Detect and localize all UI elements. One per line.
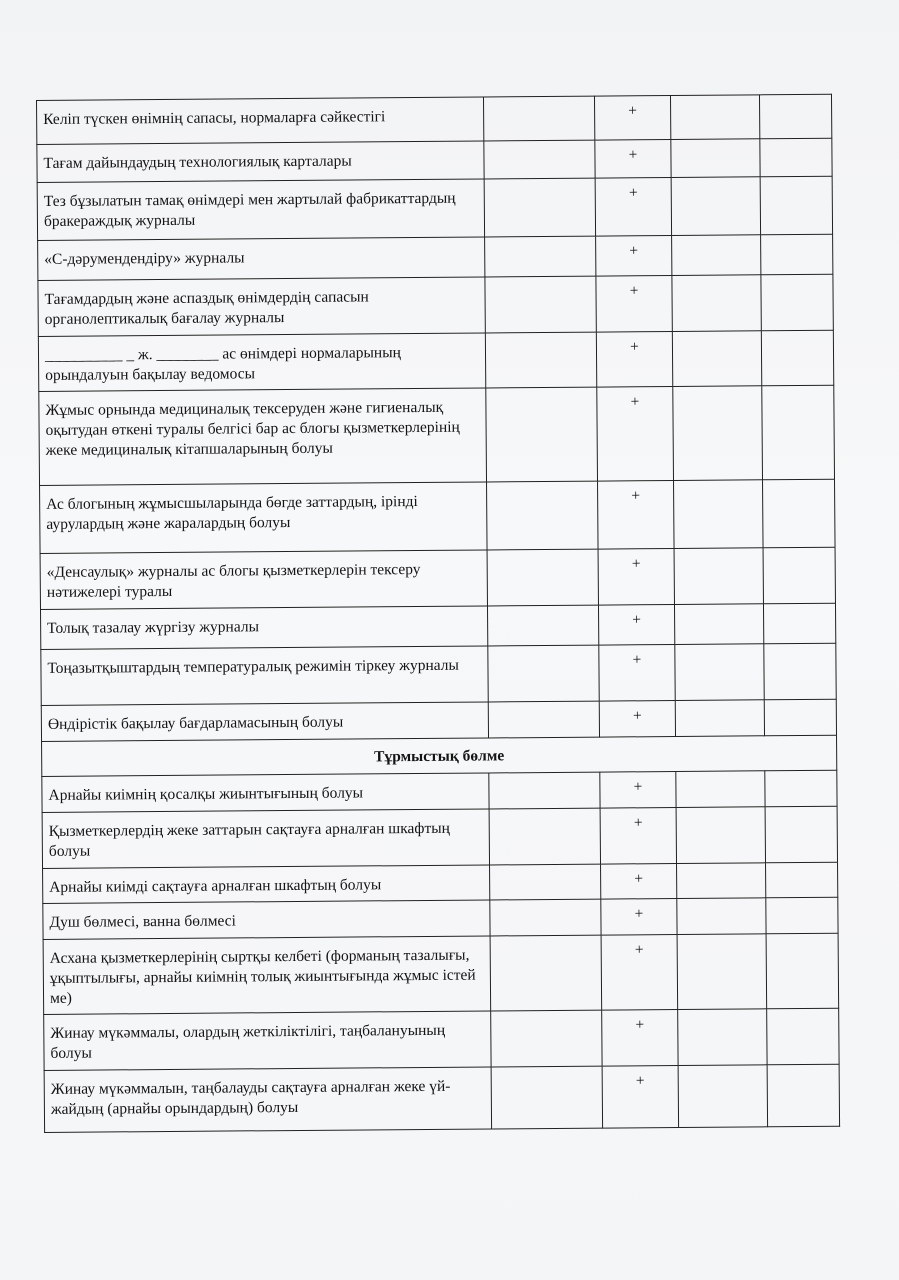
table-row: [44, 1064, 839, 1132]
empty-cell: [766, 933, 838, 1009]
empty-cell: [676, 807, 766, 864]
section-title: Тұрмыстық бөлме: [42, 735, 837, 776]
empty-cell: [671, 139, 761, 178]
empty-cell: [490, 935, 602, 1011]
check-mark: +: [601, 863, 677, 899]
empty-cell: [672, 235, 762, 276]
empty-cell: [490, 864, 601, 900]
empty-cell: [488, 605, 599, 646]
table-row: [39, 385, 835, 485]
empty-cell: [766, 862, 838, 898]
empty-cell: [767, 1064, 839, 1127]
check-mark: +: [595, 178, 671, 237]
empty-cell: [676, 863, 766, 899]
empty-cell: [761, 234, 833, 275]
empty-cell: [671, 177, 761, 236]
check-mark: +: [595, 96, 671, 141]
check-mark: +: [602, 1009, 678, 1066]
empty-cell: [761, 274, 833, 331]
empty-cell: [760, 176, 832, 235]
table-row: [41, 603, 836, 649]
table-row: [37, 176, 832, 240]
check-mark: +: [599, 645, 675, 702]
empty-cell: [676, 771, 766, 808]
empty-cell: [670, 95, 760, 140]
row-label: Арнайы киімді сақтауға арналған шкафтың болуы: [43, 865, 490, 904]
empty-cell: [765, 806, 837, 863]
empty-cell: [489, 772, 600, 809]
row-label: «С-дәрумендендіру» журналы: [38, 237, 486, 281]
table-row: [44, 1008, 839, 1070]
checklist-table: [36, 94, 840, 1133]
empty-cell: [762, 330, 834, 386]
row-label: Жұмыс орнында медициналық тексеруден және гигиеналық оқытудан өткені туралы белгісі бар ас блогы қызметкерлерінің жеке медициналық кітапшаларының болуы: [39, 388, 487, 486]
row-label: Қызметкерлердің жеке заттарын сақтауға арналған шкафтың болуы: [42, 809, 490, 869]
check-mark: +: [596, 276, 672, 333]
empty-cell: [484, 178, 595, 237]
checklist-body-bottom: [42, 770, 840, 1132]
row-label: Толық тазалау жүргізу журналы: [41, 606, 489, 650]
empty-cell: [672, 275, 762, 332]
empty-cell: [760, 94, 832, 139]
check-mark: +: [601, 934, 677, 1010]
empty-cell: [764, 643, 836, 700]
row-label: Тағамдардың және аспаздық өнімдердің сапасын органолептикалық бағалау журналы: [38, 277, 486, 337]
empty-cell: [485, 276, 596, 333]
check-mark: +: [599, 700, 675, 737]
table-row: [41, 643, 836, 705]
check-mark: +: [597, 387, 674, 482]
empty-cell: [673, 480, 763, 549]
row-label: Тағам дайындаудың технологиялық карталары: [37, 141, 485, 183]
empty-cell: [678, 1065, 768, 1128]
row-label: Ас блогының жұмысшыларында бөгде заттардың, ірінді аурулардың және жаралардың болуы: [40, 482, 488, 554]
empty-cell: [766, 897, 838, 934]
table-row: [37, 138, 832, 182]
empty-cell: [484, 96, 595, 141]
row-label: Жинау мүкәммалы, олардың жеткіліктілігі, таңбалануының болуы: [44, 1011, 492, 1071]
empty-cell: [677, 898, 767, 935]
check-mark: +: [598, 481, 674, 550]
table-row: [43, 933, 839, 1014]
row-label: Жинау мүкәммалын, таңбалауды сақтауға арналған жеке үй-жайдың (арнайы орындардың) болуы: [44, 1067, 492, 1133]
table-row: [38, 330, 833, 391]
check-mark: +: [598, 549, 674, 606]
check-mark: +: [595, 140, 671, 179]
checklist-body-top: [37, 94, 837, 741]
empty-cell: [485, 236, 596, 277]
row-label: Тез бұзылатын тамақ өнімдері мен жартылай фабрикаттардың бракераждық журналы: [37, 179, 485, 241]
empty-cell: [491, 1010, 602, 1067]
table-row: [40, 479, 836, 553]
empty-cell: [488, 645, 599, 702]
empty-cell: [767, 1008, 839, 1065]
empty-cell: [674, 604, 764, 645]
row-label: Асхана қызметкерлерінің сыртқы келбеті (форманың тазалығы, ұқыптылығы, арнайы киімнің толық жиынтығында жұмыс істей ме): [43, 936, 491, 1015]
empty-cell: [486, 387, 598, 482]
empty-cell: [489, 808, 600, 865]
row-label: __________ _ ж. ________ ас өнімдері нормаларының орындалуын бақылау ведомосы: [38, 333, 486, 392]
table-row: [40, 547, 835, 609]
empty-cell: [765, 699, 837, 736]
empty-cell: [673, 386, 763, 481]
empty-cell: [763, 547, 835, 604]
table-row: [41, 699, 836, 741]
empty-cell: [675, 700, 765, 737]
empty-cell: [674, 548, 764, 605]
row-label: Арнайы киімнің қосалқы жиынтығының болуы: [42, 773, 490, 813]
check-mark: +: [600, 771, 676, 808]
empty-cell: [675, 644, 765, 701]
check-mark: +: [599, 605, 675, 646]
empty-cell: [762, 385, 834, 480]
row-label: Душ бөлмесі, ванна бөлмесі: [43, 900, 491, 940]
empty-cell: [488, 701, 599, 738]
check-mark: +: [600, 807, 676, 864]
table-row: [38, 234, 833, 280]
empty-cell: [490, 899, 601, 936]
empty-cell: [672, 331, 762, 387]
row-label: Келіп түскен өнімнің сапасы, нормаларға сәйкестігі: [37, 97, 485, 145]
empty-cell: [764, 603, 836, 644]
empty-cell: [763, 479, 835, 548]
row-label: Өндірістік бақылау бағдарламасының болуы: [41, 702, 489, 742]
table-row: [37, 94, 832, 144]
check-mark: +: [596, 236, 672, 277]
empty-cell: [765, 770, 837, 807]
empty-cell: [486, 332, 597, 388]
check-mark: +: [601, 898, 677, 935]
empty-cell: [487, 549, 598, 606]
empty-cell: [760, 138, 832, 177]
table-row: [38, 274, 833, 336]
check-mark: +: [602, 1065, 678, 1128]
empty-cell: [484, 140, 595, 179]
empty-cell: [677, 934, 767, 1010]
table-row: [43, 897, 838, 939]
empty-cell: [678, 1009, 768, 1066]
row-label: Тоңазытқыштардың температуралық режимін тіркеу журналы: [41, 646, 489, 706]
table-row: [42, 770, 837, 812]
empty-cell: [487, 481, 598, 550]
empty-cell: [491, 1066, 602, 1129]
check-mark: +: [597, 332, 673, 388]
table-row: [42, 806, 837, 868]
row-label: «Денсаулық» журналы ас блогы қызметкерлерін тексеру нәтижелері туралы: [40, 550, 488, 610]
